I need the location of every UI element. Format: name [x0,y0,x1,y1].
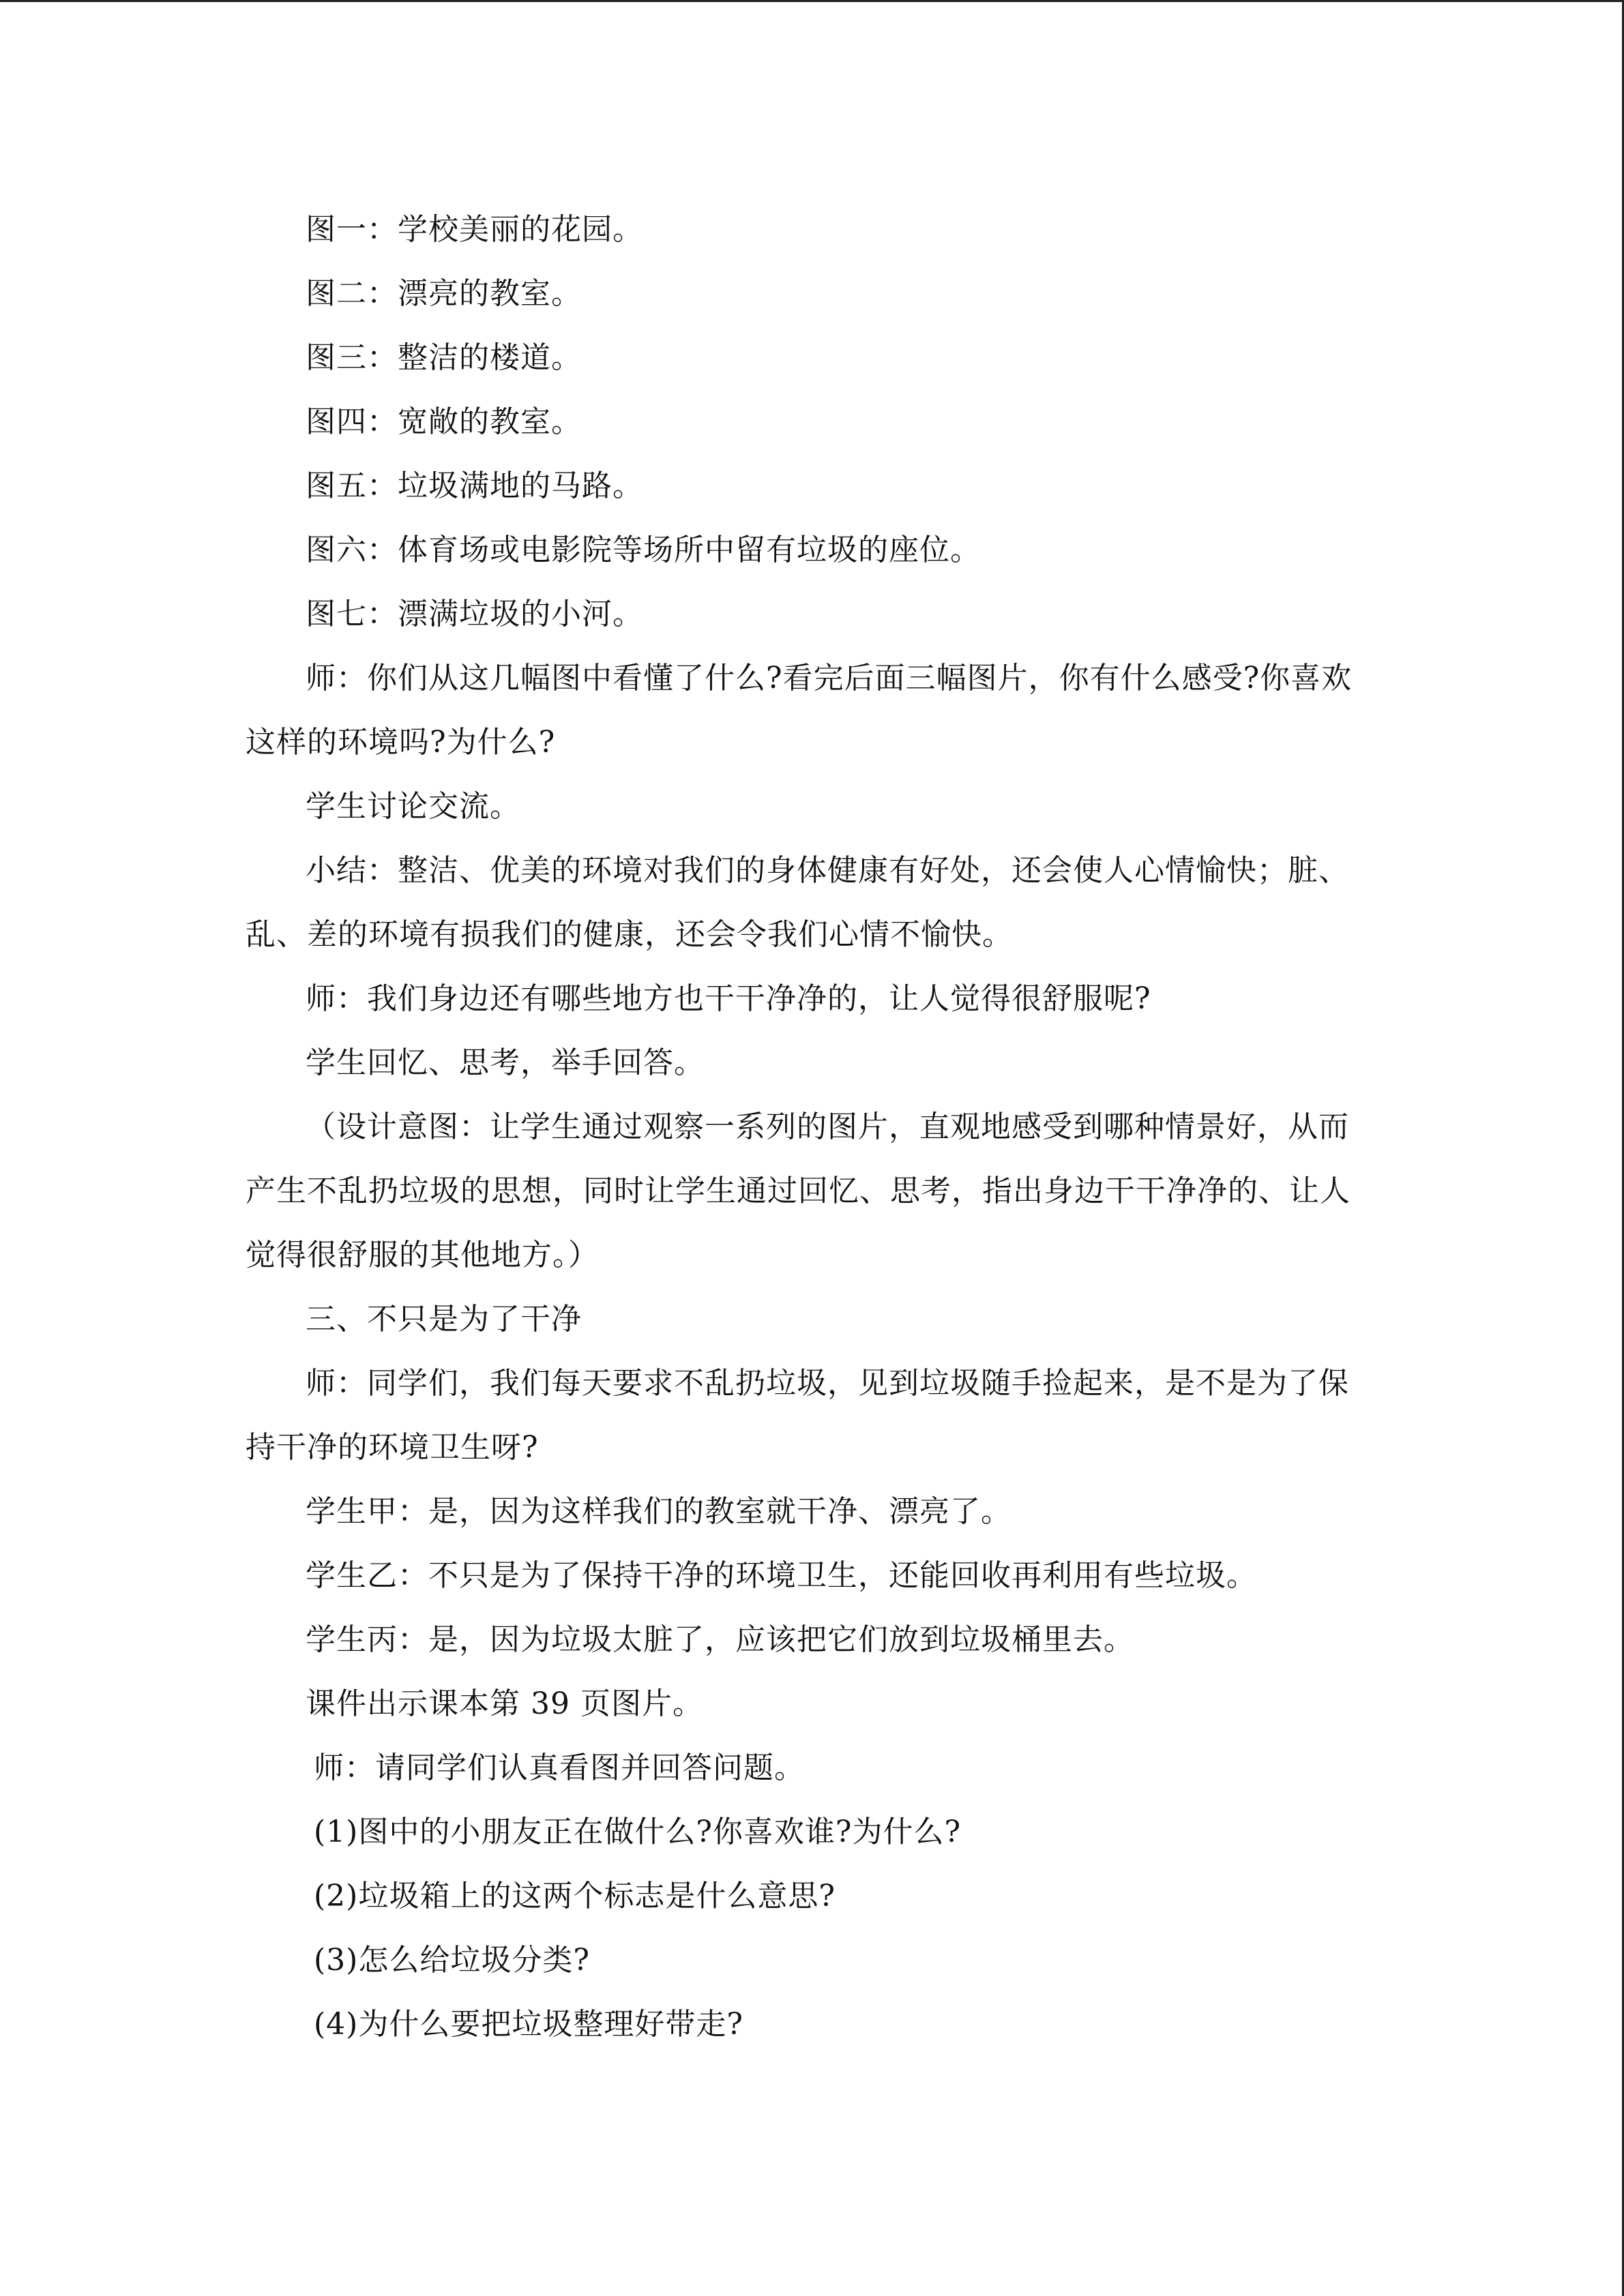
summary-paragraph: 小结：整洁、优美的环境对我们的身体健康有好处，还会使人心情愉快；脏、乱、差的环境有损我们的健康，还会令我们心情不愉快。 [246,853,1349,952]
caption-figure-7: 图七：漂满垃圾的小河。 [306,597,643,631]
student-recall: 学生回忆、思考，举手回答。 [306,1045,705,1080]
document-body [246,198,1364,2057]
courseware-note: 课件出示课本第 39 页图片。 [306,1686,703,1721]
teacher-question-feelings: 师：你们从这几幅图中看懂了什么?看完后面三幅图片，你有什么感受?你喜欢这样的环境吗?为什么? [246,661,1353,760]
caption-figure-2: 图二：漂亮的教室。 [306,276,582,311]
teacher-question-why: 师：同学们，我们每天要求不乱扔垃圾，见到垃圾随手捡起来，是不是为了保持干净的环境卫生呀? [246,1366,1349,1465]
question-1: (1)图中的小朋友正在做什么?你喜欢谁?为什么? [314,1815,962,1849]
page-top-border [0,0,1624,2]
question-3: (3)怎么给垃圾分类? [314,1943,590,1978]
student-c-answer: 学生丙：是，因为垃圾太脏了，应该把它们放到垃圾桶里去。 [306,1622,1134,1657]
student-b-answer: 学生乙：不只是为了保持干净的环境卫生，还能回收再利用有些垃圾。 [306,1558,1257,1593]
section-heading-3: 三、不只是为了干净 [306,1302,582,1337]
caption-figure-4: 图四：宽敞的教室。 [306,404,582,439]
caption-figure-5: 图五：垃圾满地的马路。 [306,468,643,503]
design-intent-note: （设计意图：让学生通过观察一系列的图片，直观地感受到哪种情景好，从而产生不乱扔垃圾的思想，同时让学生通过回忆、思考，指出身边干干净净的、让人觉得很舒服的其他地方。） [246,1109,1350,1272]
student-discussion: 学生讨论交流。 [306,789,520,824]
question-4: (4)为什么要把垃圾整理好带走? [314,2007,743,2042]
caption-figure-3: 图三：整洁的楼道。 [306,340,582,375]
caption-figure-6: 图六：体育场或电影院等场所中留有垃圾的座位。 [306,533,981,567]
caption-figure-1: 图一：学校美丽的花园。 [306,212,643,247]
question-2: (2)垃圾箱上的这两个标志是什么意思? [314,1879,836,1913]
teacher-instruction: 师：请同学们认真看图并回答问题。 [314,1750,805,1785]
student-a-answer: 学生甲：是，因为这样我们的教室就干净、漂亮了。 [306,1494,1012,1529]
teacher-question-clean-places: 师：我们身边还有哪些地方也干干净净的，让人觉得很舒服呢? [306,981,1151,1016]
